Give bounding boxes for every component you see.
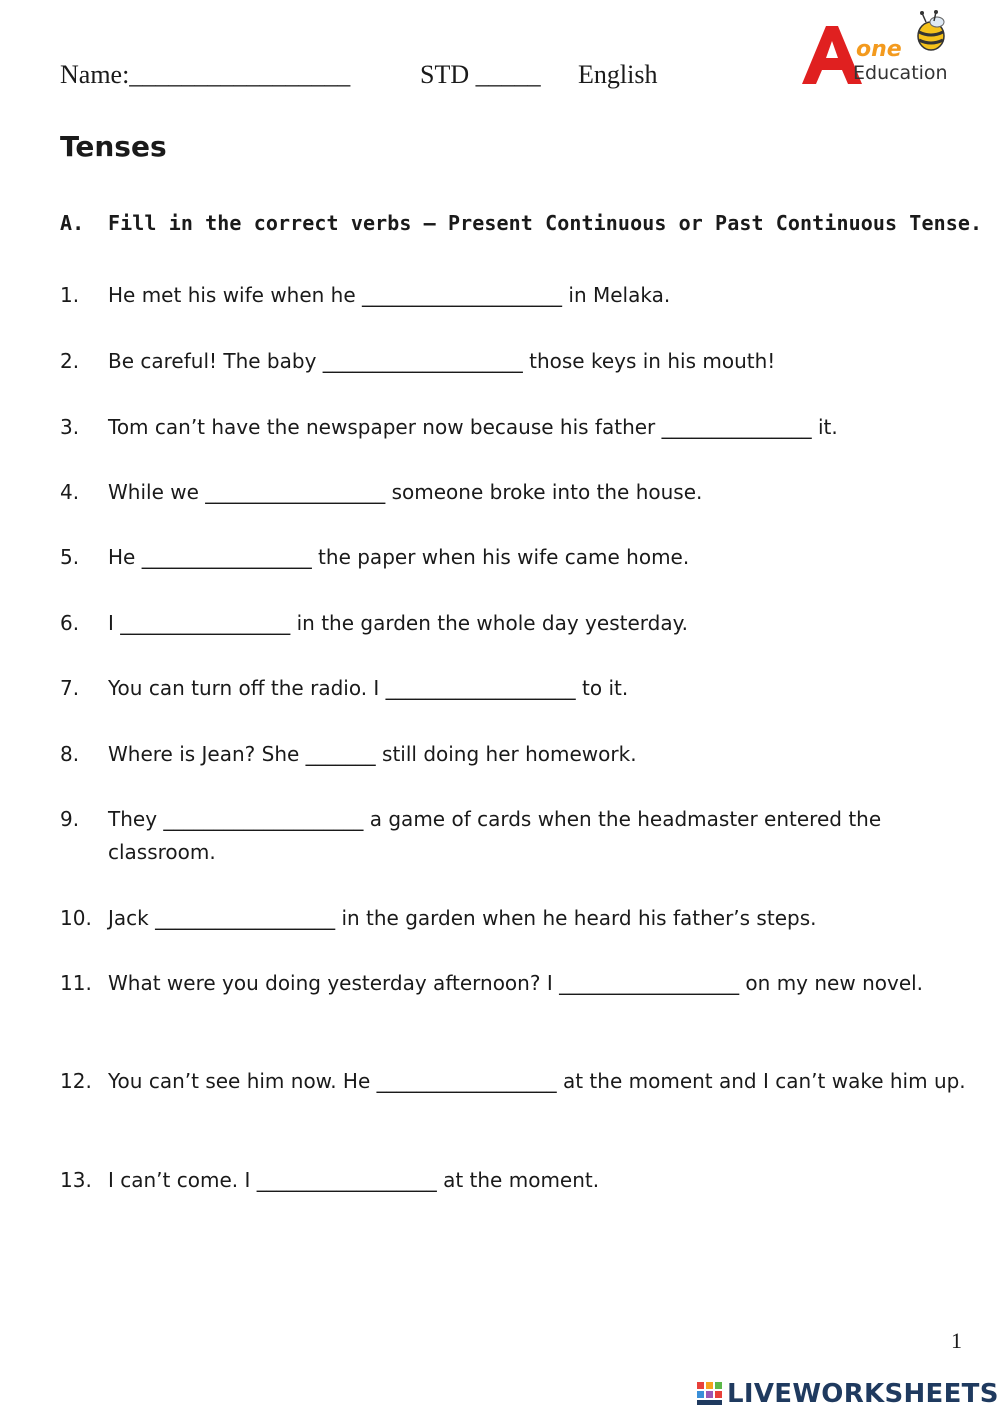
- question-text: I can’t come. I __________________ at the moment.: [108, 1168, 600, 1192]
- question-number: 10.: [60, 906, 92, 930]
- question-number: 8.: [60, 742, 80, 766]
- name-field: Name:_________________: [60, 60, 351, 89]
- question-number: 13.: [60, 1168, 92, 1192]
- logo-word-education: Education: [853, 62, 948, 84]
- section-instruction: [60, 211, 982, 235]
- liveworksheets-brand-text: LIVEWORKSHEETS: [727, 1379, 999, 1409]
- question-number: 5.: [60, 545, 80, 569]
- question-number: 9.: [60, 807, 80, 831]
- liveworksheets-footer[interactable]: [697, 1380, 999, 1408]
- question-number: 3.: [60, 415, 80, 439]
- logo-word-one: one: [856, 37, 902, 62]
- question-number: 11.: [60, 971, 92, 995]
- question-text: You can’t see him now. He __________________ at the moment and I can’t wake him up.: [108, 1069, 966, 1093]
- question-text: Jack __________________ in the garden when he heard his father’s steps.: [108, 906, 817, 930]
- question-text: Be careful! The baby ____________________ those keys in his mouth!: [108, 349, 776, 373]
- question-text: He _________________ the paper when his wife came home.: [108, 545, 690, 569]
- question-text: Tom can’t have the newspaper now because his father _______________ it.: [108, 415, 838, 439]
- question-text: While we __________________ someone broke into the house.: [108, 480, 703, 504]
- section-label: A.: [60, 211, 85, 235]
- page-title: Tenses: [60, 130, 167, 163]
- question-text: They ____________________ a game of cards when the headmaster entered the classroom.: [108, 807, 882, 864]
- aone-logo-graphic: [798, 8, 963, 93]
- question-number: 4.: [60, 480, 80, 504]
- question-number: 6.: [60, 611, 80, 635]
- question-text: I _________________ in the garden the whole day yesterday.: [108, 611, 688, 635]
- section-instruction-text: Fill in the correct verbs – Present Continuous or Past Continuous Tense.: [108, 211, 983, 235]
- question-number: 7.: [60, 676, 80, 700]
- question-number: 2.: [60, 349, 80, 373]
- std-field: STD _____: [420, 60, 541, 89]
- question-text: He met his wife when he ____________________ in Melaka.: [108, 283, 671, 307]
- question-number: 12.: [60, 1069, 92, 1093]
- page-number: 1: [951, 1328, 962, 1353]
- subject-label: English: [578, 60, 658, 89]
- question-text: You can turn off the radio. I ___________________ to it.: [108, 676, 629, 700]
- question-number: 1.: [60, 283, 80, 307]
- question-text: What were you doing yesterday afternoon? I __________________ on my new novel.: [108, 971, 924, 995]
- liveworksheets-logo-icon: [697, 1382, 723, 1406]
- question-text: Where is Jean? She _______ still doing her homework.: [108, 742, 637, 766]
- aone-education-logo: [798, 8, 963, 93]
